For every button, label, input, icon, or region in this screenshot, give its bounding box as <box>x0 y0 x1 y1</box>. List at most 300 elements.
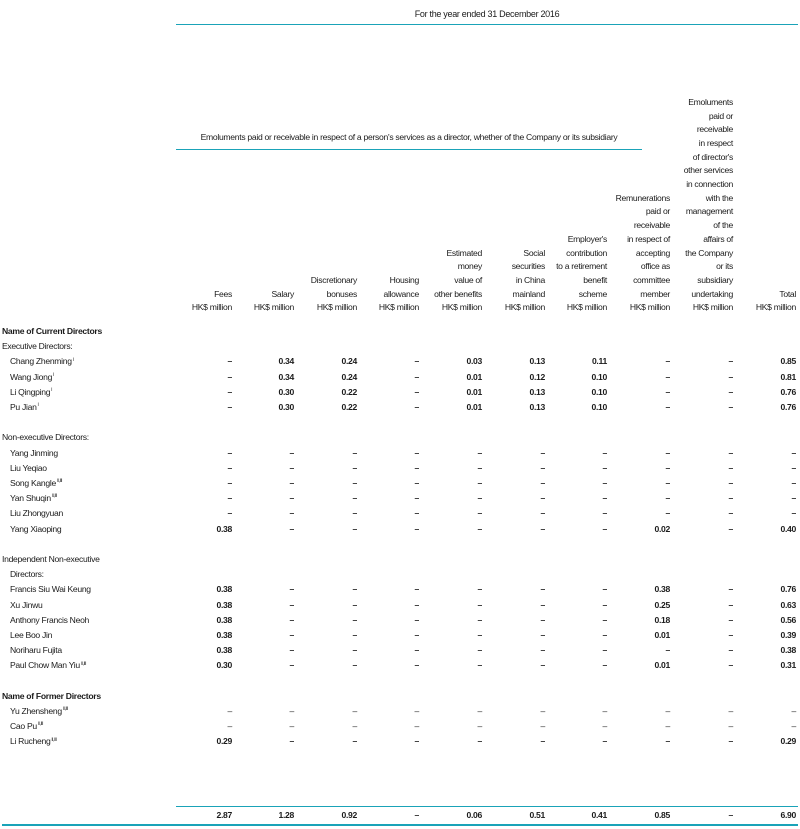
column-header-line: receivable <box>633 220 670 231</box>
section-heading: Name of Current Directors <box>2 326 102 336</box>
director-name <box>10 706 68 716</box>
year-title: For the year ended 31 December 2016 <box>414 9 560 19</box>
value-cell: – <box>414 356 419 367</box>
value-cell: – <box>352 584 357 595</box>
value-cell: – <box>289 508 294 519</box>
value-cell: – <box>352 630 357 640</box>
director-name <box>10 721 43 731</box>
value-cell: – <box>728 630 733 640</box>
value-cell: – <box>352 447 357 458</box>
column-header-line: HK$ million <box>566 302 607 313</box>
director-name <box>10 524 61 534</box>
value-cell: – <box>477 447 482 458</box>
director-name <box>10 584 91 594</box>
value-cell: 2.87 <box>216 810 232 820</box>
column-header-line: paid or <box>708 110 733 121</box>
value-cell: – <box>477 523 482 534</box>
value-cell: – <box>227 721 232 732</box>
column-header-line: of the <box>713 220 733 231</box>
column-header-line: other services <box>683 165 733 176</box>
value-cell: 6.90 <box>780 810 796 820</box>
value-cell: – <box>665 736 670 747</box>
value-cell: – <box>414 599 419 610</box>
value-cell: – <box>289 478 294 488</box>
value-cell: – <box>289 721 294 732</box>
table-row <box>0 402 800 417</box>
value-cell: – <box>477 660 482 671</box>
value-cell: – <box>352 493 357 504</box>
column-header-line: Housing <box>389 274 419 285</box>
value-cell: – <box>728 371 733 382</box>
value-cell: – <box>477 478 482 488</box>
value-cell: – <box>414 584 419 595</box>
value-cell: – <box>414 478 419 488</box>
director-name <box>10 660 86 670</box>
director-name <box>10 372 54 382</box>
value-cell: – <box>728 599 733 610</box>
value-cell: 0.01 <box>654 630 670 640</box>
value-cell: – <box>602 478 607 488</box>
value-cell: – <box>352 508 357 519</box>
value-cell: – <box>414 523 419 534</box>
column-header-line: HK$ million <box>629 302 670 313</box>
totals-values <box>0 810 800 825</box>
column-header <box>684 96 733 315</box>
column-header <box>192 288 232 315</box>
value-cell: – <box>602 630 607 640</box>
value-cell: – <box>477 706 482 716</box>
value-cell: – <box>728 493 733 504</box>
value-cell: 0.38 <box>216 630 232 640</box>
column-header-line: bonuses <box>326 288 357 299</box>
director-name-text: Francis Siu Wai Keung <box>10 584 91 595</box>
column-header-line: in connection <box>686 179 733 190</box>
value-cell: – <box>602 706 607 716</box>
column-header <box>505 247 545 316</box>
value-cell: 0.34 <box>278 371 294 382</box>
column-header-line: subsidiary <box>697 274 733 285</box>
table-row <box>0 493 800 508</box>
value-cell: – <box>227 356 232 367</box>
column-header-line: HK$ million <box>692 302 733 313</box>
value-cell: – <box>665 721 670 732</box>
value-cell: – <box>477 614 482 625</box>
column-header-line: contribution <box>566 247 607 258</box>
column-header-line: paid or <box>645 206 670 217</box>
value-cell: – <box>602 508 607 519</box>
director-name-text: Anthony Francis Neoh <box>10 614 90 625</box>
value-cell: – <box>540 584 545 595</box>
value-cell: – <box>665 447 670 458</box>
director-name-text: Li Qingping <box>10 386 51 397</box>
footnote-marker: i <box>72 356 74 363</box>
column-header-line: accepting <box>635 247 670 258</box>
value-cell: – <box>227 386 232 397</box>
value-cell: – <box>352 523 357 534</box>
year-title-underline <box>176 24 798 25</box>
table-row <box>0 508 800 523</box>
value-cell: – <box>289 599 294 610</box>
value-cell: – <box>602 584 607 595</box>
footnote-marker: ii,iii <box>51 736 57 743</box>
column-header-line: Employer's <box>567 233 607 244</box>
value-cell: – <box>665 706 670 716</box>
value-cell: 0.38 <box>216 645 232 656</box>
value-cell: 0.51 <box>529 810 545 820</box>
value-cell: – <box>477 645 482 656</box>
column-header-line: other benefits <box>434 288 482 299</box>
value-cell: 0.56 <box>780 614 796 625</box>
column-header-line: Total <box>779 288 796 299</box>
director-name <box>10 630 52 640</box>
value-cell: – <box>289 660 294 671</box>
value-cell: – <box>227 447 232 458</box>
column-header-line: securities <box>511 261 545 272</box>
value-cell: 0.38 <box>216 523 232 534</box>
column-header-line: committee <box>633 274 670 285</box>
value-cell: – <box>414 630 419 640</box>
value-cell: 0.13 <box>529 356 545 367</box>
director-name <box>10 356 74 366</box>
column-header-line: Estimated <box>446 247 482 258</box>
column-header-line: Social <box>523 247 545 258</box>
value-cell: – <box>289 447 294 458</box>
value-cell: 0.11 <box>591 356 607 367</box>
value-cell: – <box>728 402 733 412</box>
value-cell: – <box>227 493 232 504</box>
table-row <box>0 356 800 371</box>
value-cell: – <box>602 462 607 473</box>
value-cell: – <box>728 810 733 820</box>
value-cell: 0.12 <box>529 371 545 382</box>
value-cell: – <box>791 478 796 488</box>
column-header-line: mainland <box>512 288 545 299</box>
director-name <box>10 600 42 610</box>
value-cell: – <box>665 462 670 473</box>
column-header <box>254 288 294 315</box>
value-cell: 0.34 <box>278 356 294 367</box>
value-cell: – <box>289 584 294 595</box>
column-header <box>756 288 796 315</box>
value-cell: – <box>414 706 419 716</box>
director-name-text: Wang Jiong <box>10 371 53 382</box>
value-cell: – <box>665 402 670 412</box>
value-cell: 0.25 <box>654 599 670 610</box>
value-cell: – <box>477 721 482 732</box>
value-cell: 0.30 <box>278 386 294 397</box>
column-header-line: HK$ million <box>441 302 482 313</box>
value-cell: – <box>540 660 545 671</box>
value-cell: – <box>227 371 232 382</box>
value-cell: – <box>414 508 419 519</box>
group-label: Non-executive Directors: <box>2 432 89 443</box>
value-cell: 0.81 <box>780 371 796 382</box>
value-cell: – <box>728 478 733 488</box>
director-name <box>10 402 38 412</box>
director-name <box>10 387 52 397</box>
column-header-line: benefit <box>583 274 607 285</box>
column-header-line: HK$ million <box>191 302 232 313</box>
value-cell: – <box>791 462 796 473</box>
value-cell: 0.01 <box>466 386 482 397</box>
column-header-line: allowance <box>383 288 419 299</box>
column-header <box>379 274 419 315</box>
value-cell: – <box>414 462 419 473</box>
value-cell: – <box>414 721 419 732</box>
value-cell: – <box>728 447 733 458</box>
director-name-text: Liu Yeqiao <box>10 462 47 473</box>
value-cell: – <box>477 584 482 595</box>
director-name-text: Li Rucheng <box>10 736 51 747</box>
value-cell: – <box>540 614 545 625</box>
value-cell: 0.38 <box>216 614 232 625</box>
value-cell: – <box>540 523 545 534</box>
value-cell: 0.92 <box>341 810 357 820</box>
director-name-text: Chang Zhenming <box>10 356 72 367</box>
value-cell: – <box>414 493 419 504</box>
value-cell: – <box>728 356 733 367</box>
value-cell: 0.13 <box>529 386 545 397</box>
footnote-marker: ii,iii <box>56 478 63 485</box>
column-header-line: receivable <box>696 124 733 135</box>
column-header-line: management <box>685 206 733 217</box>
director-name-text: Liu Zhongyuan <box>10 508 63 519</box>
director-name <box>10 508 63 518</box>
value-cell: – <box>602 721 607 732</box>
value-cell: – <box>791 447 796 458</box>
group-label: Executive Directors: <box>2 341 73 352</box>
director-name <box>10 645 62 655</box>
column-header-line: Discretionary <box>310 274 357 285</box>
value-cell: – <box>414 645 419 656</box>
director-name-text: Yang Xiaoping <box>10 523 62 534</box>
group-label: Independent Non-executive <box>2 554 100 564</box>
value-cell: – <box>540 447 545 458</box>
column-header-line: Salary <box>271 288 294 299</box>
column-header-line: Fees <box>214 288 232 299</box>
value-cell: – <box>540 630 545 640</box>
value-cell: – <box>477 462 482 473</box>
value-cell: – <box>227 402 232 412</box>
director-name <box>10 463 47 473</box>
value-cell: – <box>791 508 796 519</box>
value-cell: – <box>602 736 607 747</box>
value-cell: – <box>227 706 232 716</box>
column-header-line: Emoluments <box>688 96 733 107</box>
director-name <box>10 493 57 503</box>
footnote-marker: ii,iii <box>80 660 87 667</box>
value-cell: 0.29 <box>780 736 796 747</box>
group-header-underline <box>176 149 642 150</box>
value-cell: – <box>728 386 733 397</box>
value-cell: – <box>414 371 419 382</box>
value-cell: 0.39 <box>780 630 796 640</box>
value-cell: – <box>414 660 419 671</box>
table-row <box>0 706 800 721</box>
value-cell: 0.10 <box>591 402 607 412</box>
value-cell: – <box>791 493 796 504</box>
value-cell: – <box>540 508 545 519</box>
table-row <box>0 524 800 539</box>
value-cell: 0.29 <box>216 736 232 747</box>
table-row <box>0 736 800 751</box>
value-cell: 0.30 <box>216 660 232 671</box>
value-cell: – <box>227 478 232 488</box>
column-header-line: HK$ million <box>316 302 357 313</box>
value-cell: 0.10 <box>591 386 607 397</box>
director-name-text: Xu Jinwu <box>10 599 43 610</box>
value-cell: – <box>352 478 357 488</box>
value-cell: – <box>665 371 670 382</box>
value-cell: – <box>540 599 545 610</box>
value-cell: 1.28 <box>278 810 294 820</box>
column-header <box>311 274 357 315</box>
director-name-text: Cao Pu <box>10 721 37 732</box>
footnote-marker: i <box>51 386 52 393</box>
value-cell: – <box>665 386 670 397</box>
value-cell: – <box>227 462 232 473</box>
value-cell: – <box>728 614 733 625</box>
value-cell: – <box>540 721 545 732</box>
value-cell: – <box>352 614 357 625</box>
value-cell: 0.85 <box>780 356 796 367</box>
value-cell: – <box>352 645 357 656</box>
column-header-line: value of <box>454 274 482 285</box>
value-cell: – <box>665 508 670 519</box>
director-name-text: Paul Chow Man Yiu <box>10 660 80 671</box>
value-cell: – <box>414 810 419 820</box>
value-cell: – <box>728 584 733 595</box>
table-row <box>0 478 800 493</box>
column-header-line: of director's <box>692 151 733 162</box>
value-cell: – <box>352 706 357 716</box>
value-cell: 0.01 <box>654 660 670 671</box>
value-cell: 0.30 <box>278 402 294 412</box>
value-cell: 0.24 <box>341 371 357 382</box>
value-cell: 0.31 <box>780 660 796 671</box>
value-cell: – <box>602 523 607 534</box>
column-header-line: HK$ million <box>253 302 294 313</box>
value-cell: – <box>289 630 294 640</box>
value-cell: 0.38 <box>780 645 796 656</box>
value-cell: – <box>289 736 294 747</box>
value-cell: – <box>477 736 482 747</box>
value-cell: – <box>728 645 733 656</box>
value-cell: 0.38 <box>654 584 670 595</box>
value-cell: – <box>665 493 670 504</box>
value-cell: – <box>540 736 545 747</box>
column-header-line: or its <box>716 261 733 272</box>
value-cell: 0.18 <box>654 614 670 625</box>
value-cell: – <box>728 508 733 519</box>
value-cell: 0.01 <box>466 371 482 382</box>
value-cell: – <box>602 645 607 656</box>
value-cell: – <box>289 493 294 504</box>
table-row <box>0 630 800 645</box>
value-cell: – <box>728 721 733 732</box>
value-cell: – <box>540 706 545 716</box>
value-cell: 0.10 <box>591 371 607 382</box>
value-cell: – <box>791 706 796 716</box>
column-header-line: to a retirement <box>556 261 607 272</box>
section-heading: Name of Former Directors <box>2 690 101 701</box>
column-header-line: HK$ million <box>755 302 796 313</box>
director-name <box>10 615 89 625</box>
value-cell: – <box>477 493 482 504</box>
value-cell: – <box>602 599 607 610</box>
column-header-line: money <box>457 261 482 272</box>
column-header <box>616 192 670 315</box>
value-cell: – <box>665 478 670 488</box>
value-cell: 0.38 <box>216 584 232 595</box>
column-header-line: Remunerations <box>615 192 670 203</box>
column-header-line: HK$ million <box>378 302 419 313</box>
value-cell: – <box>540 462 545 473</box>
table-row <box>0 721 800 736</box>
director-name-text: Yang Jinming <box>10 447 58 458</box>
value-cell: 0.13 <box>529 402 545 412</box>
value-cell: – <box>352 462 357 473</box>
value-cell: 0.76 <box>780 584 796 595</box>
column-header-line: office as <box>640 261 670 272</box>
director-name <box>10 448 58 458</box>
value-cell: – <box>289 645 294 656</box>
value-cell: – <box>602 493 607 504</box>
table-row <box>0 615 800 630</box>
director-name-text: Lee Boo Jin <box>10 630 53 640</box>
value-cell: – <box>414 736 419 747</box>
director-name-text: Noriharu Fujita <box>10 645 62 656</box>
value-cell: – <box>540 478 545 488</box>
total-line-bottom <box>2 824 798 826</box>
table-row <box>0 463 800 478</box>
column-header-line: scheme <box>578 288 607 299</box>
value-cell: 0.63 <box>780 599 796 610</box>
value-cell: – <box>728 462 733 473</box>
table-row <box>0 600 800 615</box>
table-row <box>0 387 800 402</box>
value-cell: – <box>414 402 419 412</box>
value-cell: – <box>728 523 733 534</box>
value-cell: 0.76 <box>780 386 796 397</box>
value-cell: – <box>414 614 419 625</box>
director-name-text: Pu Jian <box>10 402 37 412</box>
value-cell: – <box>602 660 607 671</box>
column-header-line: the Company <box>685 247 733 258</box>
column-header-line: in respect <box>698 137 733 148</box>
column-header-line: in respect of <box>627 233 670 244</box>
value-cell: – <box>352 736 357 747</box>
table-row <box>0 660 800 675</box>
value-cell: 0.40 <box>780 523 796 534</box>
value-cell: 0.85 <box>654 810 670 820</box>
column-header-line: with the <box>705 192 733 203</box>
value-cell: 0.02 <box>654 523 670 534</box>
value-cell: – <box>352 660 357 671</box>
value-cell: – <box>414 447 419 458</box>
value-cell: – <box>540 645 545 656</box>
value-cell: – <box>477 630 482 640</box>
table-row <box>0 372 800 387</box>
column-header-line: in China <box>515 274 545 285</box>
value-cell: – <box>728 660 733 671</box>
column-header-line: member <box>640 288 670 299</box>
value-cell: 0.76 <box>780 402 796 412</box>
value-cell: – <box>289 523 294 534</box>
director-name-text: Song Kangle <box>10 478 56 488</box>
table-row <box>0 584 800 599</box>
table-row <box>0 448 800 463</box>
